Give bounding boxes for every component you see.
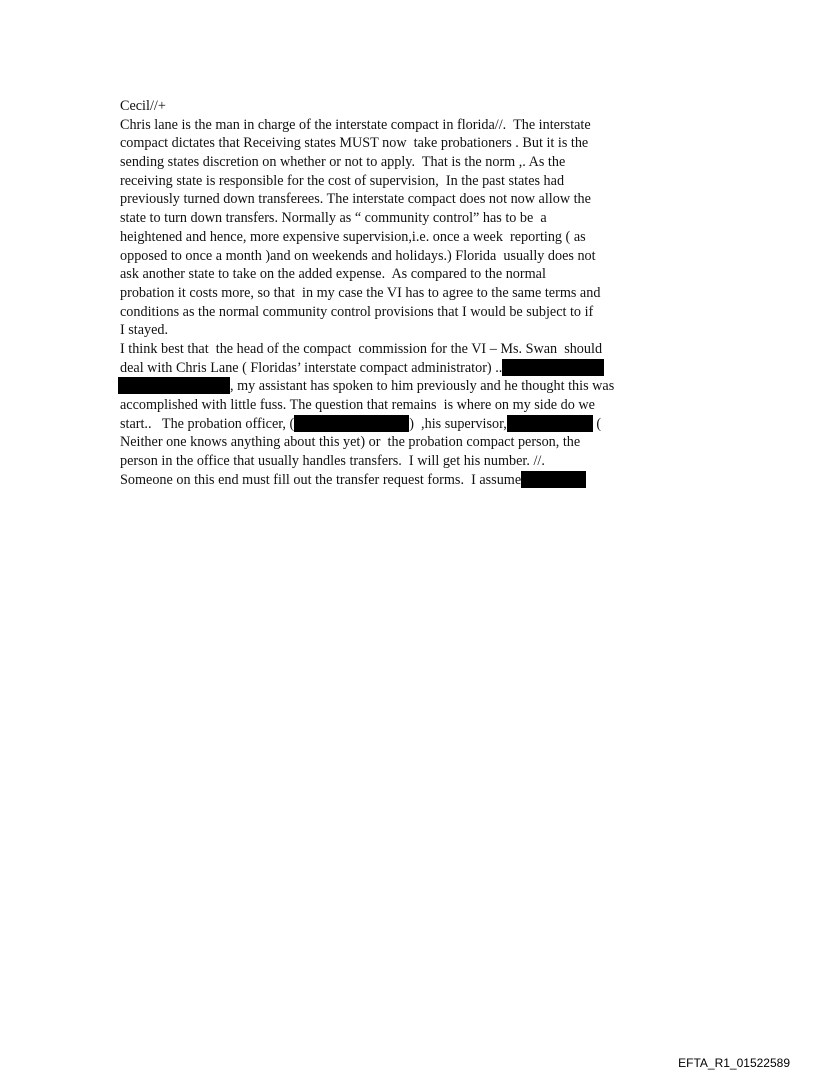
bates-number: EFTA_R1_01522589: [678, 1056, 790, 1070]
body-line: Chris lane is the man in charge of the interstate compact in florida//. The interstate: [120, 116, 591, 133]
body-line: [120, 415, 710, 434]
body-line: probation it costs more, so that in my case the VI has to agree to the same terms and: [120, 284, 601, 301]
body-line: accomplished with little fuss. The question that remains is where on my side do we: [120, 397, 595, 413]
body-line: [120, 377, 710, 396]
body-line: [120, 359, 710, 378]
redaction-box: [507, 415, 593, 432]
body-line: compact dictates that Receiving states MUST now take probationers . But it is the: [120, 135, 589, 152]
body-line: ask another state to take on the added expense. As compared to the normal: [120, 266, 546, 283]
body-text: start.. The probation officer, (: [120, 415, 295, 432]
redaction-box: [502, 359, 604, 376]
redaction-box: [118, 377, 230, 394]
body-line: previously turned down transferees. The interstate compact does not now allow the: [120, 191, 591, 208]
redaction-box: [294, 415, 409, 432]
body-line: [120, 471, 710, 490]
body-text: , my assistant has spoken to him previously and he thought this was: [230, 378, 615, 395]
body-line: I stayed.: [120, 322, 169, 339]
body-text: (: [592, 415, 602, 432]
body-text: Someone on this end must fill out the transfer request forms. I assume: [120, 471, 522, 488]
body-line: Neither one knows anything about this yet) or the probation compact person, the: [120, 434, 581, 451]
body-text: deal with Chris Lane ( Floridas’ interstate compact administrator) ..: [120, 359, 503, 376]
document-body: [120, 97, 710, 489]
body-line: state to turn down transfers. Normally as “ community control” has to be a: [120, 210, 547, 227]
body-line: heightened and hence, more expensive supervision,i.e. once a week reporting ( as: [120, 228, 586, 245]
document-header: Cecil//+: [120, 98, 166, 114]
body-line: receiving state is responsible for the cost of supervision, In the past states had: [120, 172, 565, 189]
redaction-box: [521, 471, 586, 488]
body-line: I think best that the head of the compact commission for the VI – Ms. Swan should: [120, 340, 603, 357]
body-line: sending states discretion on whether or not to apply. That is the norm ,. As the: [120, 154, 566, 171]
body-line: opposed to once a month )and on weekends and holidays.) Florida usually does not: [120, 247, 596, 264]
body-line: conditions as the normal community control provisions that I would be subject to if: [120, 303, 594, 320]
body-line: person in the office that usually handles transfers. I will get his number. //.: [120, 453, 545, 470]
body-text: ) ,his supervisor,: [409, 415, 507, 432]
